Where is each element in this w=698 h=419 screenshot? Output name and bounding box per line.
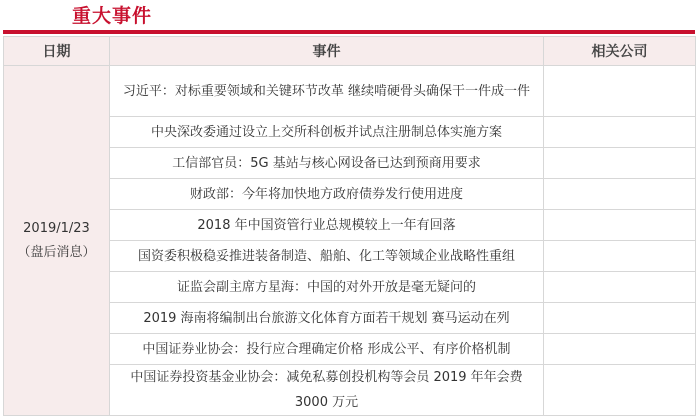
date-column-header: 日期	[4, 37, 110, 66]
company-cell	[544, 148, 696, 179]
event-cell: 中国证券投资基金业协会：减免私募创投机构等会员 2019 年年会费 3000 万元	[110, 365, 544, 416]
date-cell	[4, 66, 110, 416]
company-cell	[544, 66, 696, 117]
events-table	[3, 36, 696, 416]
event-cell: 2018 年中国资管行业总规模较上一年有回落	[110, 210, 544, 241]
company-cell	[544, 272, 696, 303]
event-cell: 中央深改委通过设立上交所科创板并试点注册制总体实施方案	[110, 117, 544, 148]
event-column-header: 事件	[110, 37, 544, 66]
date-value: 2019/1/23	[23, 220, 90, 236]
event-cell: 国资委积极稳妥推进装备制造、船舶、化工等领域企业战略性重组	[110, 241, 544, 272]
event-cell: 中国证券业协会：投行应合理确定价格 形成公平、有序价格机制	[110, 334, 544, 365]
table-header-row	[4, 37, 696, 66]
company-cell	[544, 117, 696, 148]
section-title-rule	[3, 30, 695, 34]
event-cell: 习近平：对标重要领域和关键环节改革 继续啃硬骨头确保干一件成一件	[110, 66, 544, 117]
event-cell: 财政部：今年将加快地方政府债券发行使用进度	[110, 179, 544, 210]
company-column-header: 相关公司	[544, 37, 696, 66]
section-title: 重大事件	[72, 5, 153, 27]
company-cell	[544, 241, 696, 272]
company-cell	[544, 365, 696, 416]
event-cell: 2019 海南将编制出台旅游文化体育方面若干规划 赛马运动在列	[110, 303, 544, 334]
company-cell	[544, 303, 696, 334]
table-row	[4, 66, 696, 117]
company-cell	[544, 210, 696, 241]
date-note: （盘后消息）	[17, 244, 96, 260]
company-cell	[544, 179, 696, 210]
event-cell: 工信部官员：5G 基站与核心网设备已达到预商用要求	[110, 148, 544, 179]
company-cell	[544, 334, 696, 365]
event-cell: 证监会副主席方星海：中国的对外开放是毫无疑问的	[110, 272, 544, 303]
